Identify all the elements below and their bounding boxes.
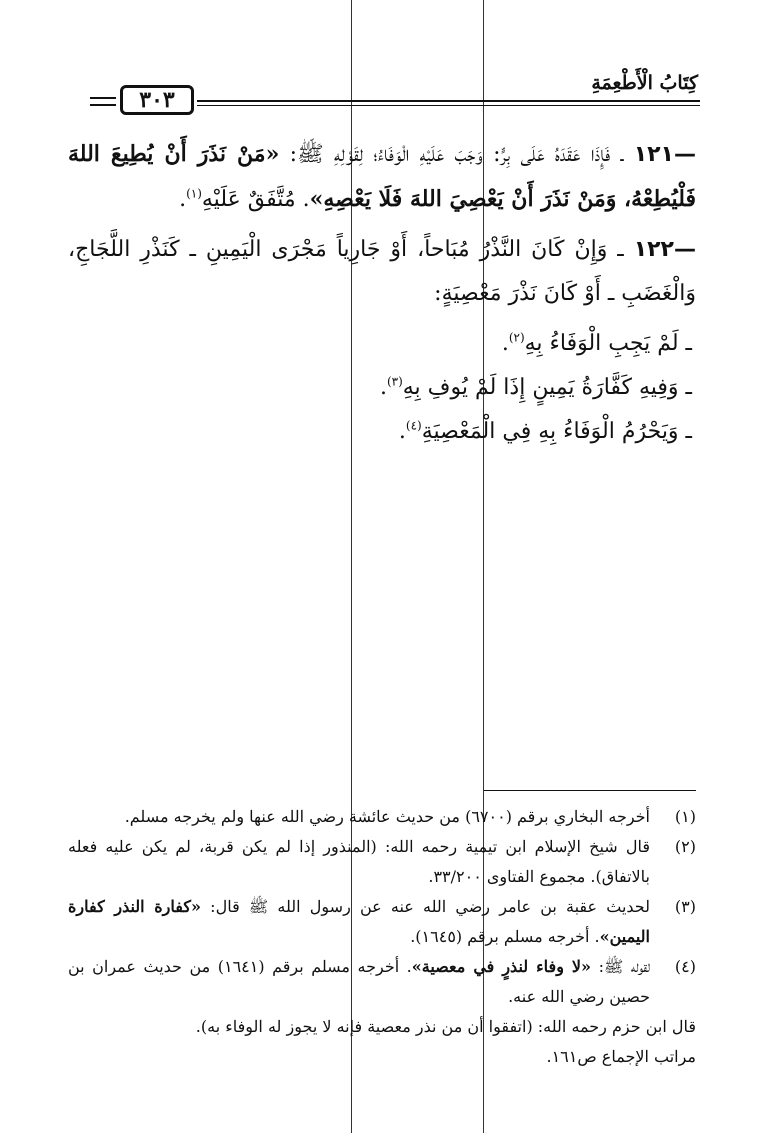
main-text bbox=[68, 132, 696, 454]
footnote-ref: (٢) bbox=[508, 330, 525, 345]
footnote-text: قال شيخ الإسلام ابن تيمية رحمه الله: (المنذور إذا لم يكن قربة، لم يكن عليه فعله بالاتفاق). مجموع الفتاوى ٣٣/٢٠٠. bbox=[68, 837, 650, 886]
header-rule-thin bbox=[197, 105, 700, 106]
footnote-text: لقوله ﷺ: «لا وفاء لنذرٍ في معصية». أخرجه مسلم برقم (١٦٤١) من حديث عمران بن حصين رضي الله عنه. bbox=[68, 957, 651, 1006]
paragraph-marker: —١٢٢ bbox=[633, 237, 696, 262]
paragraph-marker: —١٢١ bbox=[633, 142, 696, 167]
footnote-ref: (٣) bbox=[386, 374, 403, 389]
header-rule bbox=[197, 100, 700, 102]
footnote-2 bbox=[68, 832, 696, 892]
paragraph-source: . مُتَّفَقٌ عَلَيْهِ bbox=[201, 187, 310, 212]
footnote-1 bbox=[68, 802, 696, 832]
footnote-4 bbox=[68, 952, 696, 1012]
paragraph-text: ـ فَإِذَا عَقَدَهُ عَلَى بِرٍّ: وَجَبَ عَلَيْهِ الْوَفَاءُ؛ لِقَوْلِهِ ﷺ: bbox=[279, 142, 624, 167]
footnote-ref: (١) bbox=[186, 186, 202, 201]
paragraph-text: ـ وَإِنْ كَانَ النَّذْرُ مُبَاحاً، أَوْ جَارِياً مَجْرَى الْيَمِينِ ـ كَنَذْرِ اللَّجَاجِ، وَالْغَضَبِ ـ أَوْ كَانَ نَذْرَ مَعْصِيَةٍ: bbox=[68, 237, 696, 306]
page-number: ٣٠٣ bbox=[120, 85, 194, 115]
footnote-number: (٢) bbox=[674, 837, 696, 856]
footnote-continuation: مراتب الإجماع ص١٦١. bbox=[546, 1047, 696, 1066]
list-item: ـ لَمْ يَجِبِ الْوَفَاءُ بِهِ$^{(٢)}$. bbox=[501, 330, 692, 356]
header-rule-left bbox=[90, 97, 116, 99]
footnote-number: (٤) bbox=[674, 957, 696, 976]
chapter-title: كِتَابُ الْأَطْعِمَةِ bbox=[591, 72, 698, 94]
list-item: ـ وَفِيهِ كَفَّارَةُ يَمِينٍ إِذَا لَمْ يُوفِ بِهِ$^{(٣)}$. bbox=[379, 374, 692, 400]
footnotes bbox=[68, 802, 696, 1072]
footnote-separator bbox=[484, 790, 696, 791]
header-rule-left-2 bbox=[90, 104, 116, 106]
paragraph-122 bbox=[68, 228, 696, 316]
footnote-3 bbox=[68, 892, 696, 952]
footnote-ref: (٤) bbox=[405, 418, 422, 433]
footnote-number: (١) bbox=[674, 807, 696, 826]
paragraph-121: —١٢١ ـ فَإِذَا عَقَدَهُ عَلَى بِرٍّ: وَجَبَ عَلَيْهِ الْوَفَاءُ؛ لِقَوْلِهِ ﷺ: «مَنْ نَذَرَ أَنْ يُطِيعَ اللهَ فَلْيُطِعْهُ، وَمَنْ نَذَرَ أَنْ يَعْصِيَ اللهَ فَلَا يَعْصِهِ». مُتَّفَقٌ عَلَيْهِ$^{(١)}$. bbox=[68, 141, 696, 212]
footnote-continuation: قال ابن حزم رحمه الله: (اتفقوا أن من نذر معصية فإنه لا يجوز له الوفاء به). bbox=[195, 1017, 696, 1036]
footnote-number: (٣) bbox=[674, 897, 696, 916]
footnote-text: أخرجه البخاري برقم (٦٧٠٠) من حديث عائشة رضي الله عنها ولم يخرجه مسلم. bbox=[124, 807, 650, 826]
footnote-text: لحديث عقبة بن عامر رضي الله عنه عن رسول الله ﷺ قال: «كفارة النذر كفارة اليمين». أخرجه مسلم برقم (١٦٤٥). bbox=[68, 897, 651, 946]
hadith-quote: «مَنْ نَذَرَ أَنْ يُطِيعَ اللهَ فَلْيُطِعْهُ، وَمَنْ نَذَرَ أَنْ يَعْصِيَ اللهَ فَلَا يَعْصِهِ» bbox=[68, 141, 696, 212]
list-item: ـ وَيَحْرُمُ الْوَفَاءُ بِهِ فِي الْمَعْصِيَةِ$^{(٤)}$. bbox=[398, 418, 692, 444]
